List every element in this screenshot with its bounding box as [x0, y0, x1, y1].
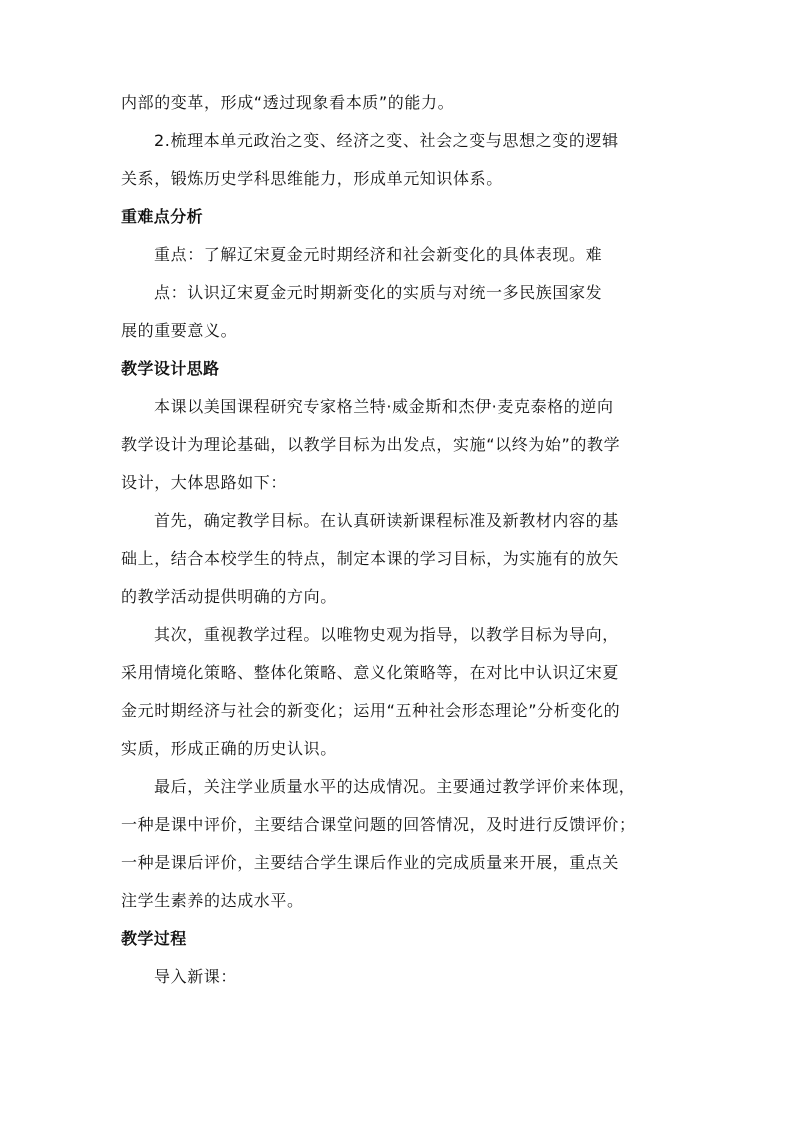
paragraph-line: 教学设计为理论基础，以教学目标为出发点，实施“以终为始”的教学: [121, 435, 621, 454]
paragraph-line: 导入新课：: [154, 967, 238, 986]
paragraph-line: 展的重要意义。: [121, 321, 238, 340]
paragraph-line: 最后，关注学业质量水平的达成情况。主要通过教学评价来体现，: [154, 777, 636, 796]
paragraph-line: 本课以美国课程研究专家格兰特·威金斯和杰伊·麦克泰格的逆向: [154, 397, 614, 416]
paragraph-line: 实质，形成正确的历史认识。: [121, 739, 337, 758]
section-heading: 重难点分析: [121, 207, 204, 226]
paragraph-line: 设计，大体思路如下：: [121, 473, 288, 492]
paragraph-line: 采用情境化策略、整体化策略、意义化策略等，在对比中认识辽宋夏: [121, 663, 620, 682]
paragraph-line: 点：认识辽宋夏金元时期新变化的实质与对统一多民族国家发: [154, 283, 603, 302]
paragraph-line: 首先，确定教学目标。在认真研读新课程标准及新教材内容的基: [154, 511, 619, 530]
paragraph-line: 内部的变革，形成“透过现象看本质”的能力。: [121, 93, 455, 112]
paragraph-line: 2.梳理本单元政治之变、经济之变、社会之变与思想之变的逻辑: [154, 131, 619, 150]
paragraph-line: 注学生素养的达成水平。: [121, 891, 304, 910]
section-heading: 教学设计思路: [121, 359, 220, 378]
section-heading: 教学过程: [121, 929, 187, 948]
paragraph-line: 关系，锻炼历史学科思维能力，形成单元知识体系。: [121, 169, 503, 188]
paragraph-line: 金元时期经济与社会的新变化；运用“五种社会形态理论”分析变化的: [121, 701, 621, 720]
paragraph-line: 一种是课后评价，主要结合学生课后作业的完成质量来开展，重点关: [121, 853, 620, 872]
paragraph-line: 的教学活动提供明确的方向。: [121, 587, 337, 606]
paragraph-line: 重点：了解辽宋夏金元时期经济和社会新变化的具体表现。难: [154, 245, 603, 264]
paragraph-line: 一种是课中评价，主要结合课堂问题的回答情况，及时进行反馈评价；: [121, 815, 636, 834]
paragraph-line: 础上，结合本校学生的特点，制定本课的学习目标，为实施有的放矢: [121, 549, 620, 568]
paragraph-line: 其次，重视教学过程。以唯物史观为指导，以教学目标为导向，: [154, 625, 619, 644]
